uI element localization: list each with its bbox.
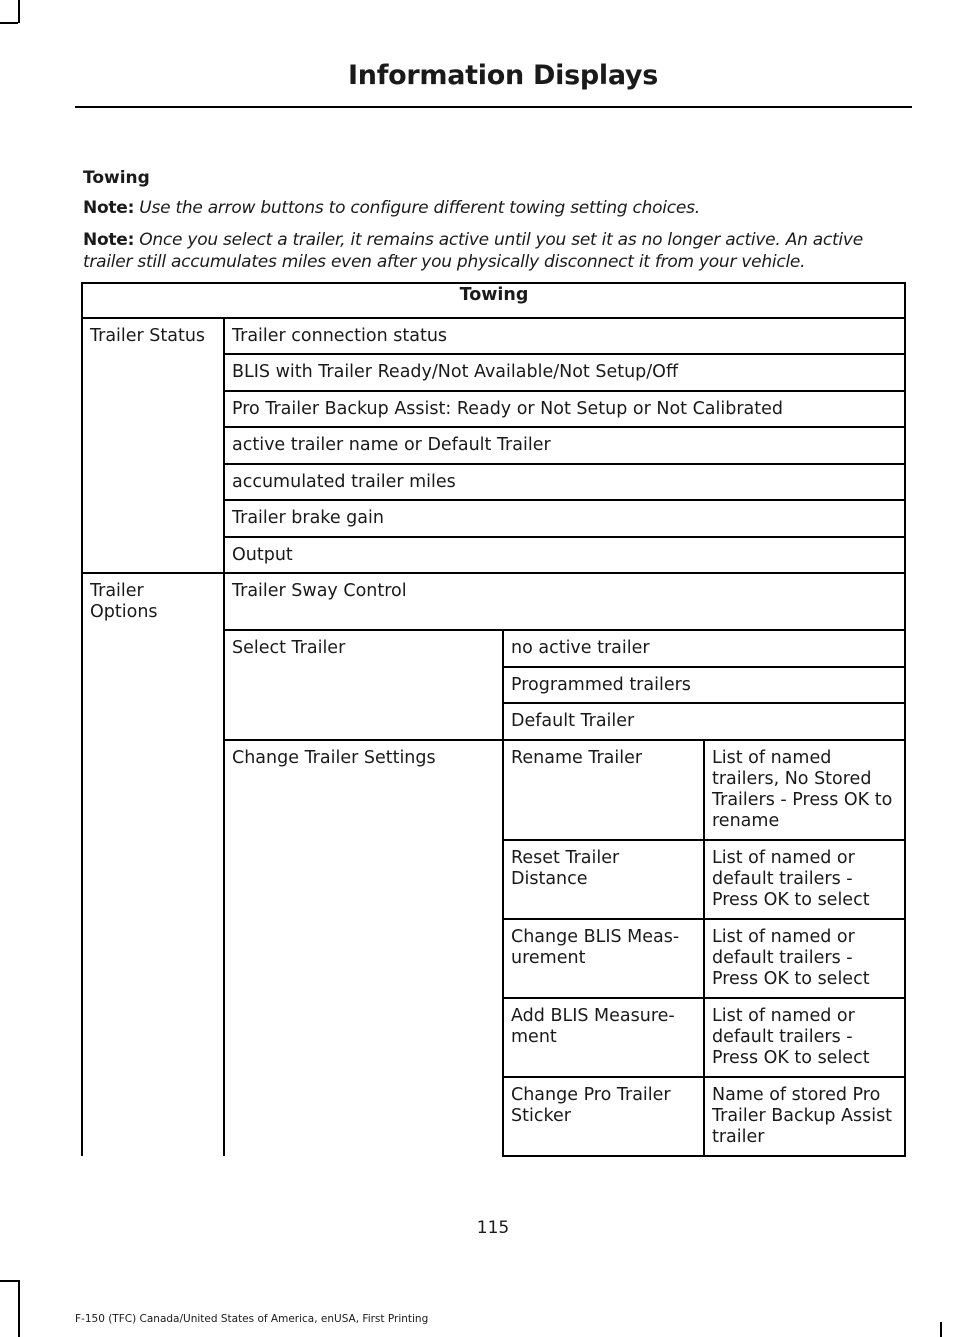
- table-border: [703, 739, 705, 1156]
- table-border: [223, 318, 225, 1156]
- page-title: Information Displays: [348, 60, 658, 91]
- settings-action: Reset Trailer Distance: [511, 848, 620, 889]
- trailer-status-label: Trailer Status: [90, 326, 206, 346]
- settings-detail: List of named or default trailers - Press OK to select: [712, 848, 870, 910]
- settings-action: Add BLIS Measure-ment: [511, 1006, 675, 1047]
- crop-mark: [940, 1322, 942, 1337]
- note-text: Once you select a trailer, it remains active until you set it as no longer active. An active trailer still accumulates miles even after you physically disconnect it from your vehicle.: [83, 230, 863, 272]
- crop-mark: [0, 1280, 18, 1282]
- table-title: Towing: [459, 285, 529, 305]
- table-border: [502, 1155, 906, 1157]
- status-item: Trailer connection status: [232, 326, 448, 346]
- settings-action: Change BLIS Meas-urement: [511, 927, 680, 968]
- note-label: Note:: [83, 230, 135, 250]
- note-text: Use the arrow buttons to configure different towing setting choices.: [134, 198, 700, 218]
- status-item: Output: [232, 545, 293, 565]
- change-settings-label: Change Trailer Settings: [232, 748, 436, 768]
- note-label: Note:: [83, 198, 135, 218]
- status-item: accumulated trailer miles: [232, 472, 456, 492]
- settings-detail: List of named or default trailers - Press OK to select: [712, 927, 870, 989]
- publication-info: F-150 (TFC) Canada/United States of America, enUSA, First Printing: [75, 1313, 429, 1325]
- note-active-trailer: [83, 229, 908, 273]
- settings-detail: Name of stored Pro Trailer Backup Assist trailer: [712, 1085, 893, 1147]
- settings-action: Rename Trailer: [511, 748, 643, 768]
- crop-mark: [18, 1280, 20, 1337]
- settings-detail: List of named or default trailers - Press OK to select: [712, 1006, 870, 1068]
- status-item: Trailer brake gain: [232, 508, 384, 528]
- crop-mark: [0, 22, 18, 24]
- trailer-options-label: Trailer Options: [90, 581, 158, 622]
- status-item: active trailer name or Default Trailer: [232, 435, 551, 455]
- page-number: 115: [476, 1218, 510, 1238]
- header-divider: [75, 106, 912, 108]
- table-border: [81, 282, 83, 1156]
- section-heading: Towing: [83, 168, 150, 188]
- sway-control: Trailer Sway Control: [232, 581, 407, 601]
- select-trailer-item: Default Trailer: [511, 711, 635, 731]
- select-trailer-label: Select Trailer: [232, 638, 346, 658]
- table-border: [81, 282, 906, 284]
- select-trailer-item: Programmed trailers: [511, 675, 691, 695]
- crop-mark: [18, 0, 20, 23]
- note-arrow-buttons: [83, 197, 908, 219]
- table-border: [904, 282, 906, 1156]
- settings-detail: List of named trailers, No Stored Trailers - Press OK to rename: [712, 748, 893, 831]
- status-item: BLIS with Trailer Ready/Not Available/Not Setup/Off: [232, 362, 679, 382]
- select-trailer-item: no active trailer: [511, 638, 650, 658]
- status-item: Pro Trailer Backup Assist: Ready or Not Setup or Not Calibrated: [232, 399, 784, 419]
- settings-action: Change Pro Trailer Sticker: [511, 1085, 671, 1126]
